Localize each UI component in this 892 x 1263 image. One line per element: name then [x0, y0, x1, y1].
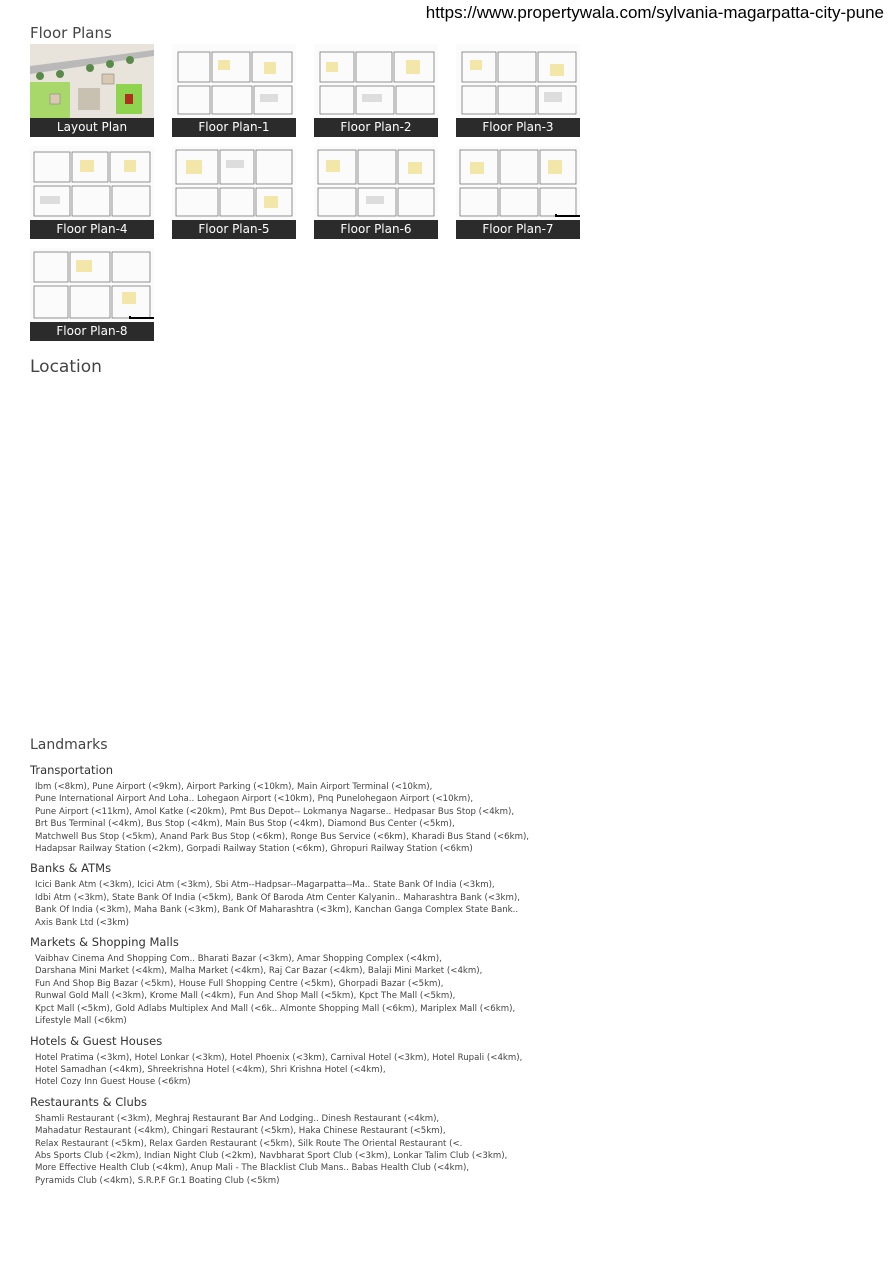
landmark-line: Shamli Restaurant (<3km), Meghraj Restaurant Bar And Lodging.. Dinesh Restaurant (<4km), — [35, 1113, 440, 1124]
landmark-line: Brt Bus Terminal (<4km), Bus Stop (<4km), Main Bus Stop (<4km), Diamond Bus Center (<5km), — [35, 819, 455, 830]
landmark-items — [35, 953, 590, 1027]
floor-plan-1-thumbnail[interactable] — [172, 44, 296, 137]
location-title: Location — [30, 357, 102, 377]
plan-label: Floor Plan-3 — [456, 118, 580, 137]
landmark-line: Abs Sports Club (<2km), Indian Night Club (<2km), Navbharat Sport Club (<3km), Lonkar Talim Club (<3km), — [35, 1150, 508, 1161]
floor-plan-image — [172, 146, 296, 220]
landmark-line: Pune International Airport And Loha.. Lohegaon Airport (<10km), Pnq Punelohegaon Airport (<10km), — [35, 794, 474, 805]
landmark-line: More Effective Health Club (<4km), Anup Mali - The Blacklist Club Mans.. Babas Health Club (<4km), — [35, 1163, 470, 1174]
page-url: https://www.propertywala.com/sylvania-magarpatta-city-pune — [425, 3, 884, 22]
plan-label: Floor Plan-7 — [456, 220, 580, 239]
floor-plan-image — [30, 146, 154, 220]
landmark-line: Bank Of India (<3km), Maha Bank (<3km), Bank Of Maharashtra (<3km), Kanchan Ganga Complex State Bank.. — [35, 905, 519, 916]
floor-plan-7-thumbnail[interactable] — [456, 146, 580, 239]
floor-plan-image — [172, 44, 296, 118]
plan-label: Floor Plan-4 — [30, 220, 154, 239]
landmark-line: Idbi Atm (<3km), State Bank Of India (<5km), Bank Of Baroda Atm Center Kalyanin.. Maharashtra Bank (<3km), — [35, 892, 520, 903]
landmark-section-heading: Markets & Shopping Malls — [30, 935, 179, 950]
landmark-line: Matchwell Bus Stop (<5km), Anand Park Bus Stop (<6km), Ronge Bus Service (<6km), Kharadi Bus Stand (<6km), — [35, 831, 530, 842]
landmark-section-heading: Restaurants & Clubs — [30, 1094, 148, 1109]
landmark-line: Axis Bank Ltd (<3km) — [35, 917, 129, 928]
landmark-line: Vaibhav Cinema And Shopping Com.. Bharati Bazar (<3km), Amar Shopping Complex (<4km), — [35, 954, 442, 965]
landmark-section-heading: Hotels & Guest Houses — [30, 1033, 163, 1048]
landmark-line: Lifestyle Mall (<6km) — [35, 1016, 127, 1027]
landmark-line: Mahadatur Restaurant (<4km), Chingari Restaurant (<5km), Haka Chinese Restaurant (<5km), — [35, 1126, 446, 1137]
landmark-items — [35, 781, 590, 855]
floor-plan-image — [456, 146, 580, 220]
floor-plan-2-thumbnail[interactable] — [314, 44, 438, 137]
site-plan-image — [30, 44, 154, 118]
floor-plan-8-thumbnail[interactable] — [30, 248, 154, 341]
landmark-section-heading: Banks & ATMs — [30, 861, 112, 876]
plan-label: Floor Plan-8 — [30, 322, 154, 341]
landmark-section — [30, 935, 590, 1027]
floor-plan-6-thumbnail[interactable] — [314, 146, 438, 239]
landmark-line: Relax Restaurant (<5km), Relax Garden Restaurant (<5km), Silk Route The Oriental Restaurant (<. — [35, 1138, 463, 1149]
plan-label: Floor Plan-1 — [172, 118, 296, 137]
plan-label: Floor Plan-5 — [172, 220, 296, 239]
floor-plan-image — [30, 248, 154, 322]
floor-plan-gallery — [30, 44, 580, 341]
landmark-section — [30, 763, 590, 855]
landmark-line: Kpct Mall (<5km), Gold Adlabs Multiplex And Mall (<6k.. Almonte Shopping Mall (<6km), Mariplex Mall (<6km), — [35, 1003, 516, 1014]
landmark-line: Runwal Gold Mall (<3km), Krome Mall (<4km), Fun And Shop Mall (<5km), Kpct The Mall (<5km), — [35, 991, 456, 1002]
landmark-line: Icici Bank Atm (<3km), Icici Atm (<3km), Sbi Atm--Hadpsar--Magarpatta--Ma.. State Bank Of India (<3km), — [35, 880, 495, 891]
floor-plans-title: Floor Plans — [30, 24, 112, 42]
landmarks-list — [30, 763, 590, 1193]
landmark-line: Pune Airport (<11km), Amol Katke (<20km), Pmt Bus Depot-- Lokmanya Nagarse.. Hedpasar Bus Stop (<4km), — [35, 806, 515, 817]
landmark-section — [30, 1034, 590, 1089]
landmark-line: Hadapsar Railway Station (<2km), Gorpadi Railway Station (<6km), Ghropuri Railway Station (<6km) — [35, 844, 473, 855]
landmark-line: Pyramids Club (<4km), S.R.P.F Gr.1 Boating Club (<5km) — [35, 1175, 280, 1186]
landmark-section — [30, 1095, 590, 1187]
landmark-line: Hotel Samadhan (<4km), Shreekrishna Hotel (<4km), Shri Krishna Hotel (<4km), — [35, 1064, 386, 1075]
floor-plan-4-thumbnail[interactable] — [30, 146, 154, 239]
landmark-line: Darshana Mini Market (<4km), Malha Market (<4km), Raj Car Bazar (<4km), Balaji Mini Market (<4km), — [35, 966, 483, 977]
landmark-line: Hotel Pratima (<3km), Hotel Lonkar (<3km), Hotel Phoenix (<3km), Carnival Hotel (<3km), Hotel Rupali (<4km), — [35, 1052, 523, 1063]
floor-plan-image — [314, 44, 438, 118]
layout-plan-thumbnail[interactable] — [30, 44, 154, 137]
plan-label: Layout Plan — [30, 118, 154, 137]
plan-label: Floor Plan-6 — [314, 220, 438, 239]
landmark-line: Ibm (<8km), Pune Airport (<9km), Airport Parking (<10km), Main Airport Terminal (<10km), — [35, 782, 433, 792]
landmark-items — [35, 1052, 590, 1089]
floor-plan-5-thumbnail[interactable] — [172, 146, 296, 239]
floor-plan-3-thumbnail[interactable] — [456, 44, 580, 137]
landmark-items — [35, 879, 590, 929]
landmark-items — [35, 1113, 590, 1187]
plan-label: Floor Plan-2 — [314, 118, 438, 137]
floor-plan-image — [456, 44, 580, 118]
landmark-line: Fun And Shop Big Bazar (<5km), House Full Shopping Centre (<5km), Ghorpadi Bazar (<5km), — [35, 978, 444, 989]
landmark-section — [30, 861, 590, 929]
landmarks-title: Landmarks — [30, 737, 108, 753]
landmark-section-heading: Transportation — [30, 763, 114, 777]
landmark-line: Hotel Cozy Inn Guest House (<6km) — [35, 1077, 191, 1088]
floor-plan-image — [314, 146, 438, 220]
